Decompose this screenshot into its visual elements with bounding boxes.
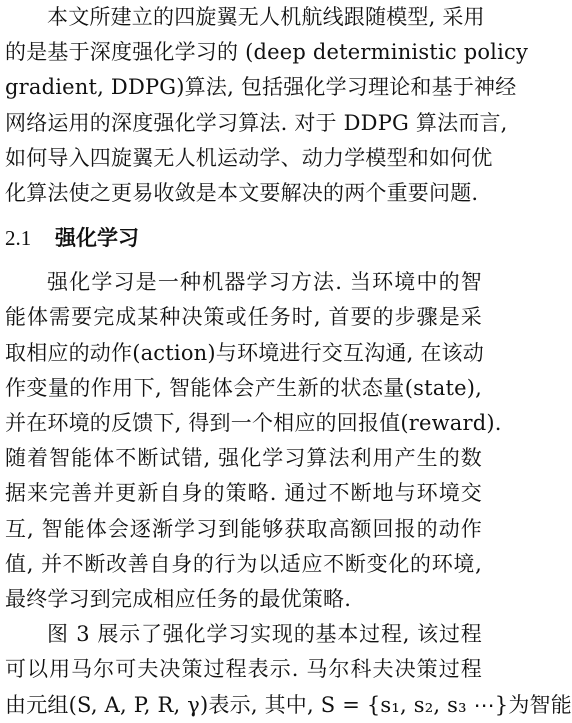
paragraph-line: 图 3 展示了强化学习实现的基本过程, 该过程 [47, 622, 482, 647]
paragraph-line: 网络运用的深度强化学习算法. 对于 DDPG 算法而言, [5, 110, 508, 135]
paragraph-line: 随着智能体不断试错, 强化学习算法利用产生的数 [5, 446, 482, 471]
paragraph-line: 能体需要完成某种决策或任务时, 首要的步骤是采 [5, 305, 482, 330]
paragraph-line: 最终学习到完成相应任务的最优策略. [5, 587, 352, 612]
paragraph-mdp [5, 617, 572, 723]
paragraph-line: 可以用马尔可夫决策过程表示. 马尔科夫决策过程 [5, 657, 482, 682]
paragraph-reinforcement-learning [5, 265, 502, 617]
paragraph-line: 化算法使之更易收敛是本文要解决的两个重要问题. [5, 181, 479, 206]
paragraph-line: 取相应的动作(action)与环境进行交互沟通, 在该动 [5, 340, 484, 365]
paragraph-line: 作变量的作用下, 智能体会产生新的状态量(state), [5, 375, 482, 400]
section-title: 强化学习 [55, 226, 139, 251]
paragraph-line: 本文所建立的四旋翼无人机航线跟随模型, 采用 [47, 5, 485, 29]
paragraph-line: 强化学习是一种机器学习方法. 当环境中的智 [47, 270, 482, 295]
paragraph-line: gradient, DDPG)算法, 包括强化学习理论和基于神经 [5, 75, 517, 100]
paragraph-line: 的是基于深度强化学习的 (deep deterministic policy [5, 40, 529, 65]
section-heading [5, 211, 482, 265]
paragraph-line: 互, 智能体会逐渐学习到能够获取高额回报的动作 [5, 516, 482, 541]
paragraph-line: 值, 并不断改善自身的行为以适应不断变化的环境, [5, 551, 482, 576]
section-number: 2.1 [5, 226, 32, 251]
paragraph-line: 并在环境的反馈下, 得到一个相应的回报值(reward). [5, 411, 502, 436]
paragraph-line: 如何导入四旋翼无人机运动学、动力学模型和如何优 [5, 145, 493, 170]
paragraph-intro [5, 0, 529, 211]
paragraph-line: 据来完善并更新自身的策略. 通过不断地与环境交 [5, 481, 482, 506]
paragraph-line: 由元组(S, A, P, R, γ)表示, 其中, S = {s₁, s₂, s₃ ⋯}为智能 [5, 692, 572, 717]
